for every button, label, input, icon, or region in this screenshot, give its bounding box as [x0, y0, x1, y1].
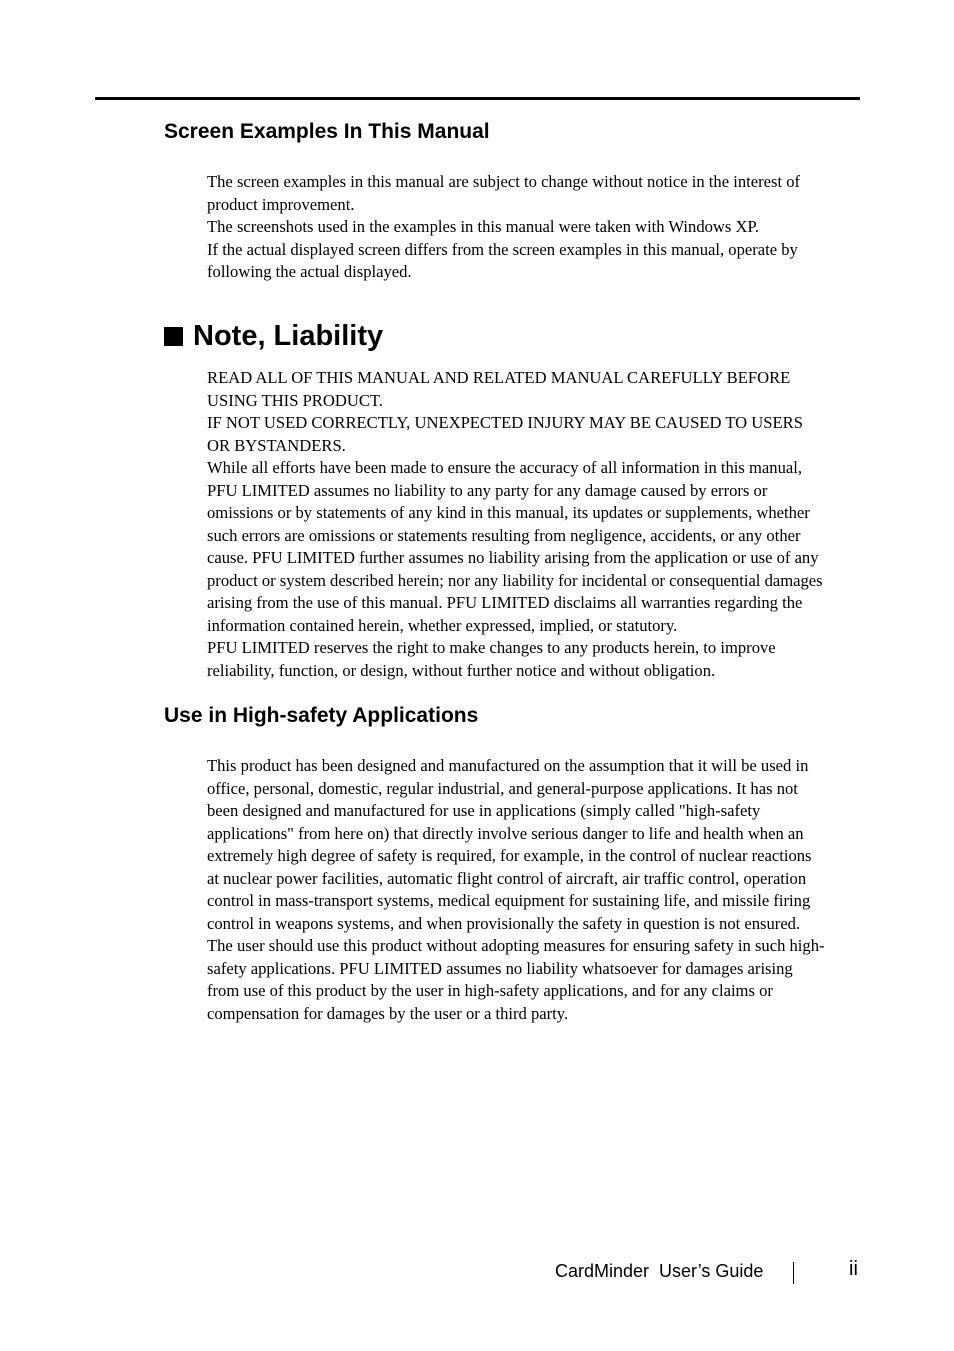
body-line: While all efforts have been made to ensure the accuracy of all information in this manual, — [207, 458, 803, 477]
screen-examples-body — [207, 171, 867, 284]
body-line: OR BYSTANDERS. — [207, 435, 346, 455]
section-heading-high-safety: Use in High-safety Applications — [164, 704, 479, 727]
body-line: from use of this product by the user in high-safety applications, and for any claims or — [207, 981, 773, 1000]
body-line: PFU LIMITED reserves the right to make changes to any products herein, to improve — [207, 638, 776, 657]
body-line: been designed and manufactured for use in applications (simply called "high-safety — [207, 801, 761, 820]
body-line: at nuclear power facilities, automatic flight control of aircraft, air traffic control, operation — [207, 868, 807, 888]
body-line: such errors are omissions or statements resulting from negligence, accidents, or any other — [207, 525, 801, 545]
body-line: reliability, function, or design, without further notice and without obligation. — [207, 660, 716, 680]
body-line: information contained herein, whether expressed, implied, or statutory. — [207, 615, 678, 635]
body-line: product improvement. — [207, 194, 355, 214]
body-line: The user should use this product without adopting measures for ensuring safety in such high- — [207, 936, 825, 955]
body-line: control in mass-transport systems, medical equipment for sustaining life, and missile firing — [207, 891, 811, 910]
note-liability-title: Note, Liability — [193, 320, 384, 352]
body-line: control in weapons systems, and when provisionally the safety in question is not ensured. — [207, 913, 801, 933]
body-line: omissions or by statements of any kind in this manual, its updates or supplements, whether — [207, 503, 810, 522]
body-line: office, personal, domestic, regular industrial, and general-purpose applications. It has not — [207, 778, 798, 798]
body-line: extremely high degree of safety is required, for example, in the control of nuclear reactions — [207, 846, 812, 865]
body-line: compensation for damages by the user or a third party. — [207, 1003, 569, 1023]
body-line: arising from the use of this manual. PFU LIMITED disclaims all warranties regarding the — [207, 593, 803, 612]
section-heading-note-liability — [164, 318, 383, 354]
body-line: product or system described herein; nor any liability for incidental or consequential damages — [207, 570, 823, 590]
body-line: USING THIS PRODUCT. — [207, 390, 383, 410]
body-line: This product has been designed and manufactured on the assumption that it will be used in — [207, 756, 809, 775]
body-line: PFU LIMITED assumes no liability to any party for any damage caused by errors or — [207, 480, 768, 500]
footer-divider — [793, 1262, 794, 1284]
header-rule — [95, 97, 860, 100]
body-line: following the actual displayed. — [207, 262, 412, 281]
section-heading-screen-examples: Screen Examples In This Manual — [164, 120, 490, 143]
body-line: The screenshots used in the examples in this manual were taken with Windows XP. — [207, 217, 760, 236]
footer-guide-title: CardMinder User’s Guide — [555, 1261, 764, 1281]
liability-body — [207, 367, 867, 682]
body-line: applications" from here on) that directly involve serious danger to life and health when an — [207, 823, 804, 843]
body-line: READ ALL OF THIS MANUAL AND RELATED MANUAL CAREFULLY BEFORE — [207, 368, 791, 387]
body-line: The screen examples in this manual are subject to change without notice in the interest of — [207, 172, 801, 191]
high-safety-body — [207, 755, 867, 1025]
body-line: safety applications. PFU LIMITED assumes no liability whatsoever for damages arising — [207, 958, 793, 978]
page-number: ii — [849, 1258, 858, 1280]
body-line: cause. PFU LIMITED further assumes no liability arising from the application or use of any — [207, 548, 819, 567]
black-square-icon — [164, 327, 183, 346]
body-line: If the actual displayed screen differs from the screen examples in this manual, operate by — [207, 239, 798, 259]
body-line: IF NOT USED CORRECTLY, UNEXPECTED INJURY MAY BE CAUSED TO USERS — [207, 413, 803, 432]
